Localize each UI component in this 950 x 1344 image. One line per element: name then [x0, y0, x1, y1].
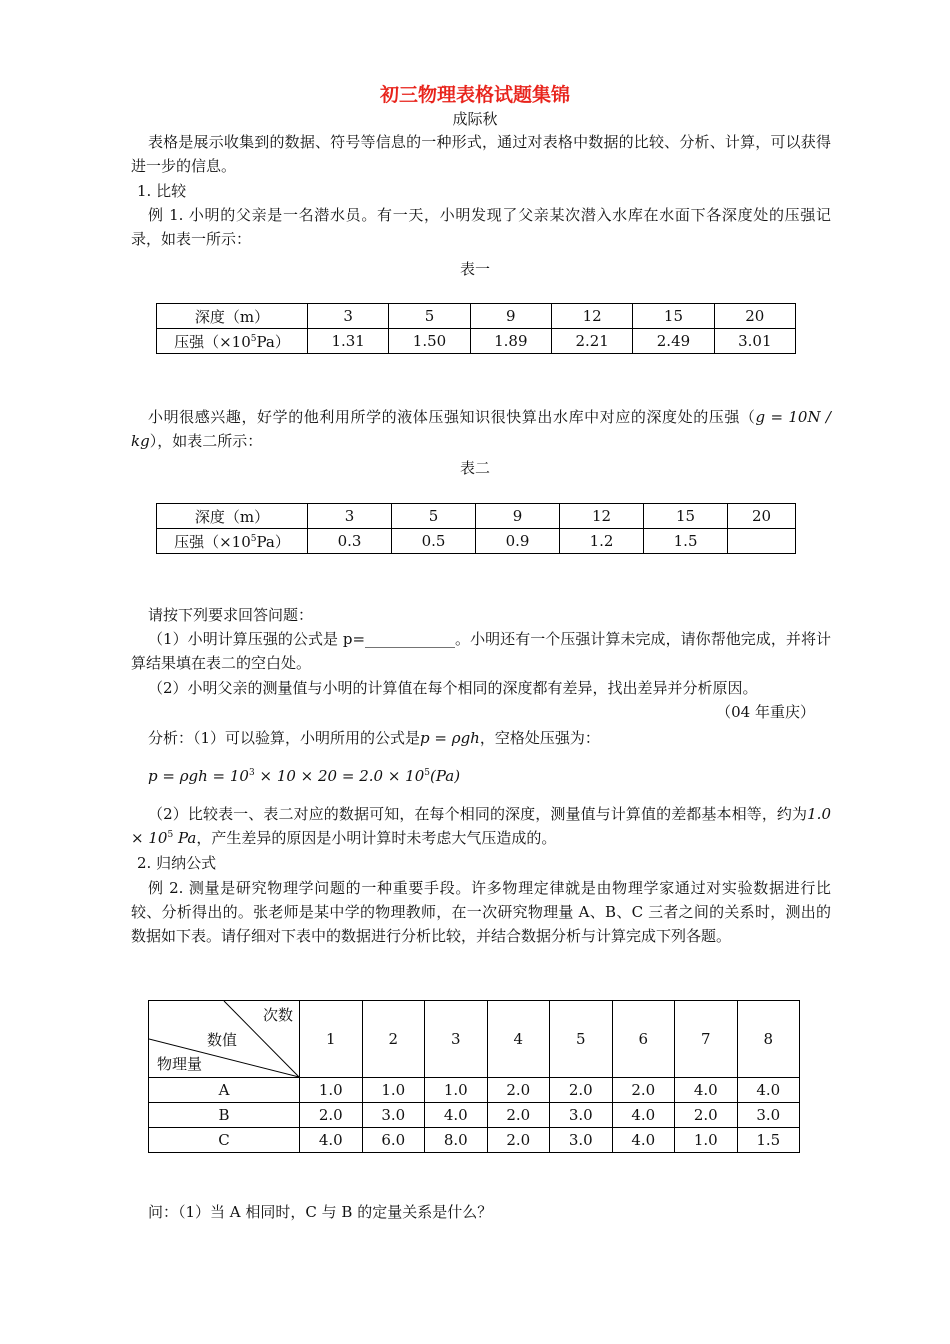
table-cell: 3.01 [714, 329, 795, 354]
blank-answer-cell [728, 529, 796, 554]
table-cell: 0.3 [308, 529, 392, 554]
table-cell: 1.5 [644, 529, 728, 554]
table-cell: 9 [476, 504, 560, 529]
table-cell: 15 [644, 504, 728, 529]
intro-paragraph: 表格是展示收集到的数据、符号等信息的一种形式，通过对表格中数据的比较、分析、计算，可以获得进一步的信息。 [131, 133, 831, 175]
table-cell: 6.0 [362, 1128, 425, 1153]
table-row [149, 1103, 800, 1128]
row-label: C [149, 1128, 300, 1153]
analysis-2: （2）比较表一、表二对应的数据可知，在每个相同的深度，测量值与计算值的差都基本相等，约为$1.0 \times 10^5$ Pa，产生差异的原因是小明计算时未考虑大气压造成的。 [131, 805, 831, 847]
table-row [149, 1001, 800, 1078]
table-header-cell: 5 [550, 1001, 613, 1078]
table-cell: 2.0 [675, 1103, 738, 1128]
corner-label-times: 次数 [262, 1006, 293, 1024]
table-cell: 5 [389, 304, 470, 329]
table-cell: 3.0 [737, 1103, 800, 1128]
table-cell: 1.0 [362, 1078, 425, 1103]
question-2: （2）小明父亲的测量值与小明的计算值在每个相同的深度都有差异，找出差异并分析原因。 [148, 679, 758, 697]
table-cell: 3 [308, 504, 392, 529]
table-cell: 8.0 [425, 1128, 488, 1153]
table-cell: 2.49 [633, 329, 714, 354]
table-cell: 3 [308, 304, 389, 329]
table-cell: 1.89 [470, 329, 551, 354]
table-header-cell: 8 [737, 1001, 800, 1078]
table-cell: 9 [470, 304, 551, 329]
table-cell: 20 [714, 304, 795, 329]
table-cell: 1.2 [560, 529, 644, 554]
table-cell: 3.0 [362, 1103, 425, 1128]
table-3 [148, 1000, 800, 1153]
author: 成际秋 [452, 110, 498, 128]
equation: $p = \rho gh = 10^3 \times 10 \times 20 = 2.0 \times 10^5(Pa)$ [148, 767, 461, 785]
table-row [157, 304, 796, 329]
table-cell: 2.0 [487, 1128, 550, 1153]
table-row [157, 329, 796, 354]
table-cell: 2.0 [550, 1078, 613, 1103]
table-cell: 4.0 [612, 1128, 675, 1153]
question-intro: 请按下列要求回答问题： [148, 606, 314, 624]
table-header-cell: 3 [425, 1001, 488, 1078]
question-1: （1）小明计算压强的公式是 p=____________。小明还有一个压强计算未完成，请你帮他完成，并将计算结果填在表二的空白处。 [131, 630, 831, 672]
table-cell: 1.50 [389, 329, 470, 354]
document-title: 初三物理表格试题集锦 [379, 84, 570, 106]
example-2-text: 例 2. 测量是研究物理学问题的一种重要手段。许多物理定律就是由物理学家通过对实验数据进行比较、分析得出的。张老师是某中学的物理教师，在一次研究物理量 A、B、C 三者之间的关系时，测出的数据如下表。请仔细对下表中的数据进行分析比较，并结合数据分析与计算完成下列各题。 [131, 879, 831, 945]
table-cell: 5 [392, 504, 476, 529]
row-label: B [149, 1103, 300, 1128]
table-row [149, 1078, 800, 1103]
table-cell: 4.0 [612, 1103, 675, 1128]
table-cell: 15 [633, 304, 714, 329]
table-cell: 12 [560, 504, 644, 529]
table-2-caption: 表二 [459, 459, 490, 477]
table-cell: 1.0 [675, 1128, 738, 1153]
table-header-cell: 2 [362, 1001, 425, 1078]
final-question: 问：（1）当 A 相同时，C 与 B 的定量关系是什么？ [148, 1203, 493, 1221]
table-cell: 12 [551, 304, 632, 329]
row-label: A [149, 1078, 300, 1103]
corner-label-quantity: 物理量 [157, 1055, 203, 1073]
table-header-cell: 1 [300, 1001, 363, 1078]
table-cell: 4.0 [300, 1128, 363, 1153]
table-cell: 0.9 [476, 529, 560, 554]
table-1 [156, 303, 796, 354]
table-2 [156, 503, 796, 554]
table-cell: 4.0 [737, 1078, 800, 1103]
table-row [157, 529, 796, 554]
table-cell: 20 [728, 504, 796, 529]
table-cell: 1.0 [300, 1078, 363, 1103]
table-header-cell: 6 [612, 1001, 675, 1078]
table-cell: 3.0 [550, 1128, 613, 1153]
corner-label-value: 数值 [207, 1031, 238, 1049]
table-cell: 2.21 [551, 329, 632, 354]
table-cell: 2.0 [300, 1103, 363, 1128]
source-note: （04 年重庆） [716, 703, 815, 721]
table-header-cell: 4 [487, 1001, 550, 1078]
table-cell: 2.0 [487, 1078, 550, 1103]
section-heading-1: 1. 比较 [137, 182, 187, 200]
table-cell: 4.0 [425, 1103, 488, 1128]
table-cell: 4.0 [675, 1078, 738, 1103]
table-header-cell: 深度（m） [157, 304, 308, 329]
diagonal-header-cell [149, 1001, 300, 1078]
table-row [149, 1128, 800, 1153]
table-header-cell: 压强$(\times 10^5Pa)$ [157, 529, 308, 554]
example-1-text: 例 1. 小明的父亲是一名潜水员。有一天，小明发现了父亲某次潜入水库在水面下各深度处的压强记录，如表一所示： [131, 206, 831, 248]
table-row [157, 504, 796, 529]
gravity-formula: g = 10N / kg [131, 408, 831, 450]
table-header-cell: 压强$(\times 10^5Pa)$ [157, 329, 308, 354]
table-cell: 2.0 [612, 1078, 675, 1103]
table-cell: 0.5 [392, 529, 476, 554]
table-header-cell: 深度（m） [157, 504, 308, 529]
table-cell: 2.0 [487, 1103, 550, 1128]
table-cell: 1.0 [425, 1078, 488, 1103]
pressure-formula: p = ρgh [420, 729, 480, 747]
paragraph-2: 小明很感兴趣，好学的他利用所学的液体压强知识很快算出水库中对应的深度处的压强（g = 10N / kg），如表二所示： [131, 408, 831, 450]
table-1-caption: 表一 [459, 260, 490, 278]
table-header-cell: 7 [675, 1001, 738, 1078]
section-heading-2: 2. 归纳公式 [137, 854, 217, 872]
table-cell: 1.5 [737, 1128, 800, 1153]
analysis-1: 分析：（1）可以验算，小明所用的公式是p = ρgh，空格处压强为： [148, 729, 600, 747]
table-cell: 3.0 [550, 1103, 613, 1128]
table-cell: 1.31 [308, 329, 389, 354]
